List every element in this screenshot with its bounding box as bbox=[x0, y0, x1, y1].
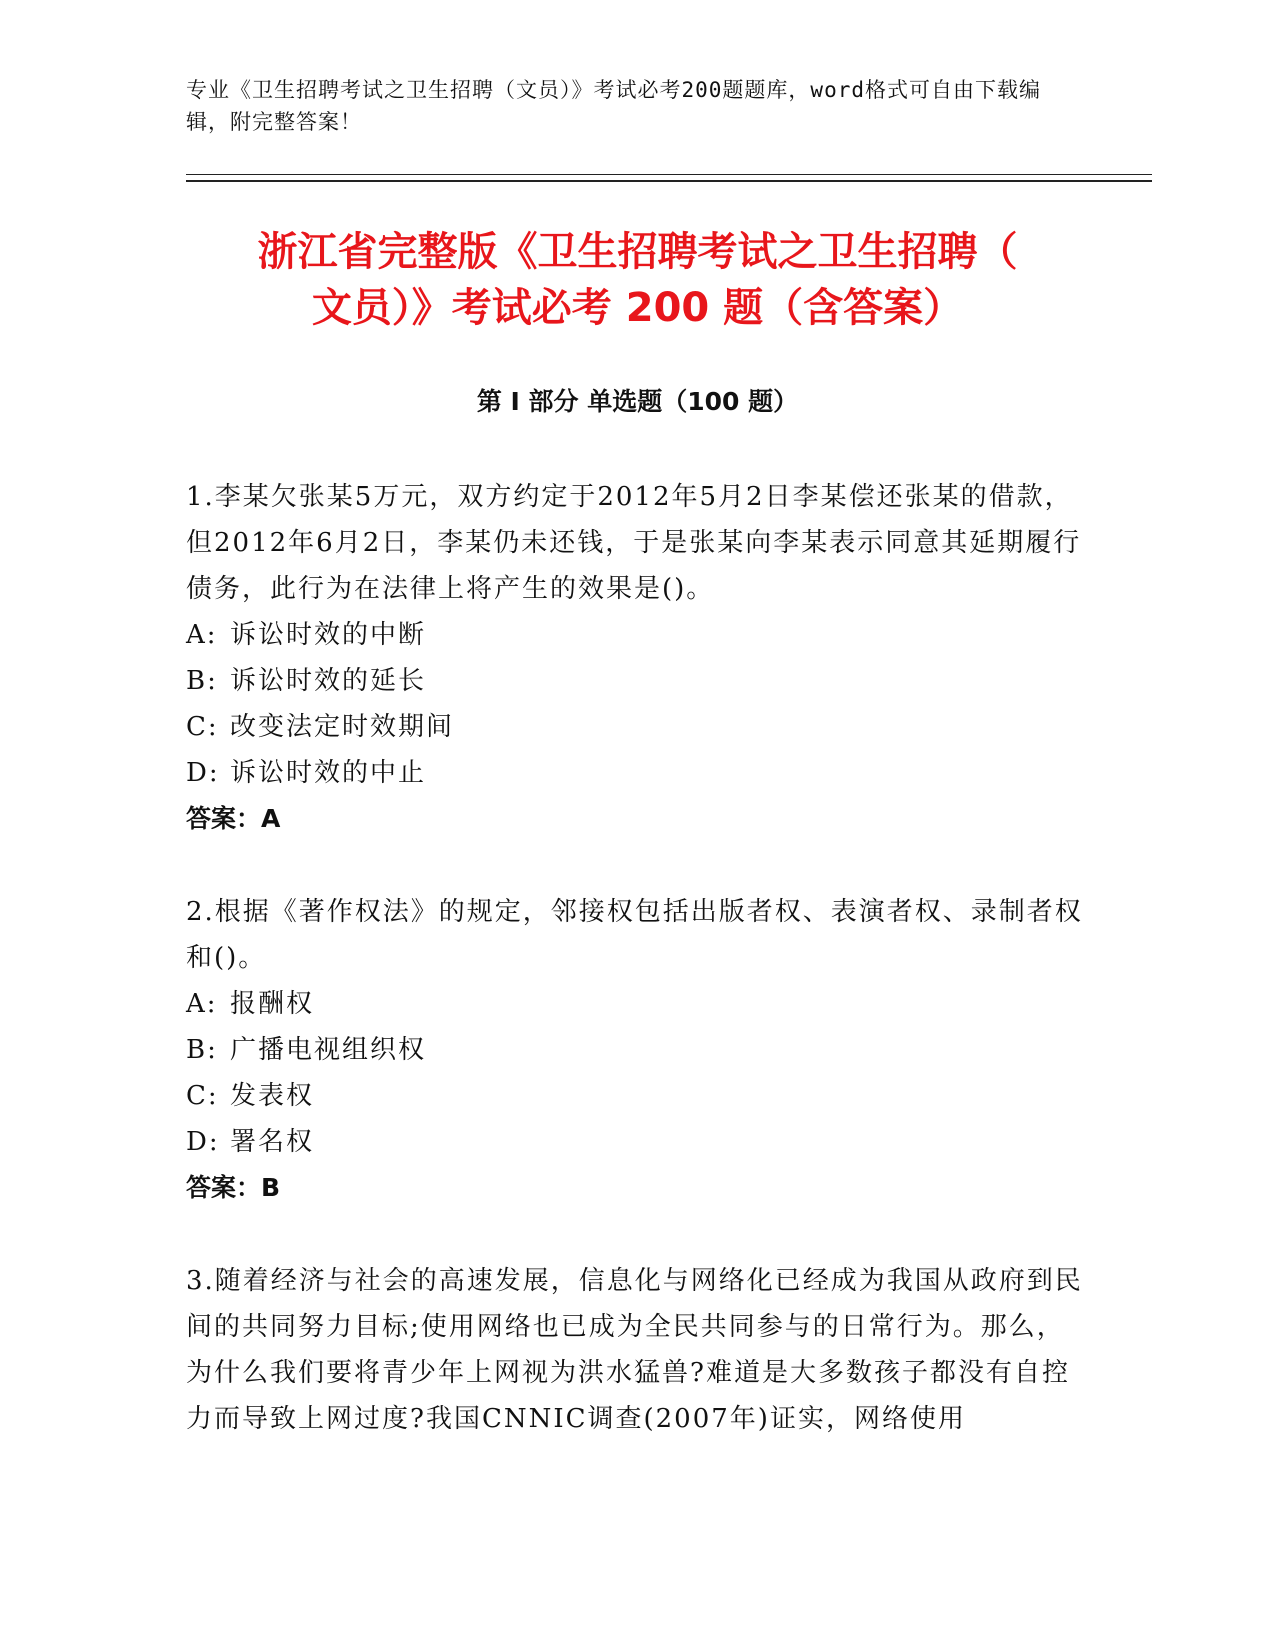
option-b bbox=[186, 658, 1086, 704]
document-title-line-2: 文员）》考试必考 200 题（含答案） bbox=[311, 285, 964, 331]
option-text: 报酬权 bbox=[230, 989, 315, 1019]
header-note: 专业《卫生招聘考试之卫生招聘（文员）》考试必考200题题库，word格式可自由下载编辑，附完整答案！ bbox=[186, 78, 1041, 134]
question-list bbox=[186, 474, 1086, 1489]
option-key: B: bbox=[186, 1035, 218, 1065]
option-key: C: bbox=[186, 712, 219, 742]
option-d bbox=[186, 750, 1086, 796]
option-key: D: bbox=[186, 1127, 220, 1157]
answer-label: 答案：A bbox=[186, 804, 281, 833]
document-title-line-1: 浙江省完整版《卫生招聘考试之卫生招聘（ bbox=[257, 229, 1018, 275]
document-title bbox=[140, 224, 1135, 336]
question-2 bbox=[186, 889, 1086, 1211]
option-key: B: bbox=[186, 666, 218, 696]
section-title: 第 I 部分 单选题（100 题） bbox=[476, 387, 799, 416]
option-text: 广播电视组织权 bbox=[230, 1035, 427, 1065]
option-text: 诉讼时效的中止 bbox=[230, 758, 427, 788]
option-key: D: bbox=[186, 758, 220, 788]
option-text: 署名权 bbox=[230, 1127, 315, 1157]
question-3 bbox=[186, 1258, 1086, 1442]
header-divider-thick bbox=[186, 180, 1152, 182]
question-1 bbox=[186, 474, 1086, 842]
question-stem: 2.根据《著作权法》的规定，邻接权包括出版者权、表演者权、录制者权和()。 bbox=[186, 897, 1083, 973]
question-stem: 1.李某欠张某5万元，双方约定于2012年5月2日李某偿还张某的借款，但2012年6月2日，李某仍未还钱，于是张某向李某表示同意其延期履行债务，此行为在法律上将产生的效果是()。 bbox=[186, 482, 1082, 604]
answer-label: 答案：B bbox=[186, 1173, 281, 1202]
question-stem: 3.随着经济与社会的高速发展，信息化与网络化已经成为我国从政府到民间的共同努力目标;使用网络也已成为全民共同参与的日常行为。那么，为什么我们要将青少年上网视为洪水猛兽?难道是大多数孩子都没有自控力而导致上网过度?我国CNNIC调查(2007年)证实，网络使用 bbox=[186, 1266, 1083, 1434]
option-b bbox=[186, 1027, 1086, 1073]
option-text: 诉讼时效的中断 bbox=[230, 620, 427, 650]
option-text: 发表权 bbox=[230, 1081, 315, 1111]
option-key: A: bbox=[186, 620, 218, 650]
option-text: 诉讼时效的延长 bbox=[230, 666, 427, 696]
header-divider-thin bbox=[186, 174, 1152, 175]
option-key: A: bbox=[186, 989, 218, 1019]
option-a bbox=[186, 612, 1086, 658]
option-d bbox=[186, 1119, 1086, 1165]
option-a bbox=[186, 981, 1086, 1027]
option-c bbox=[186, 1073, 1086, 1119]
option-c bbox=[186, 704, 1086, 750]
option-text: 改变法定时效期间 bbox=[230, 712, 455, 742]
option-key: C: bbox=[186, 1081, 219, 1111]
